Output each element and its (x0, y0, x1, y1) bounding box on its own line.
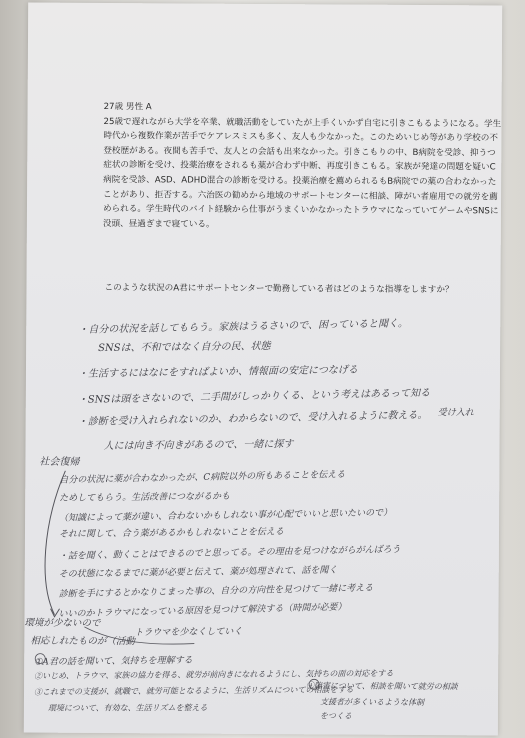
case-title: 27歳 男性 A (103, 102, 152, 113)
handwritten-note-uketire: 受け入れ (437, 408, 474, 419)
handwritten-line-4: ・SNSは頭をさないので、二手間がしっかりくる、という考えはあるって知る (77, 387, 431, 406)
handwritten-line-13: 診断を手にするとかなりこまった事の、自分の方向性を見つけて一緒に考える (58, 583, 374, 600)
handwritten-line-1: ・自分の状況を話してもらう。家族はうるさいので、困っていると聞く。 (78, 318, 408, 336)
handwritten-line-8: ためしてもらう。生活改善につながるかも (59, 491, 231, 504)
circled-number-1-icon (35, 654, 45, 664)
handwritten-line-2: SNSは、不和ではなく自分の民、状態 (98, 341, 271, 354)
handwritten-line-5: ・診断を受け入れられないのか、わからないので、受け入れるように教える。 (77, 409, 428, 428)
handwritten-line-14: いいのかトラウマになっている原因を見つけて解決する（時間が必要） (58, 602, 347, 620)
handwritten-line-10: それに関して、合う薬があるかもしれないことを伝える (58, 527, 284, 540)
worksheet-paper (24, 3, 502, 736)
handwritten-line-11: ・話を聞く、動くことはできるのでと思ってる。その理由を見つけながらがんばろう (58, 544, 401, 562)
handwritten-item-4: 環境について、有効な、生活リズムを整える (47, 703, 208, 713)
handwritten-item-6: 支援者が多くいるような体制 (319, 697, 424, 707)
handwritten-side-note-1: 環境が少ないので (24, 617, 101, 630)
pencil-curve-arrow (45, 471, 66, 615)
pencil-underline (84, 627, 194, 644)
handwritten-line-6: 人には向き不向きがあるので、一緒に探す (103, 438, 294, 453)
handwritten-item-3: ③これまでの支援が、就職で、就労可能となるように、生活リズムについての相談をする (33, 685, 354, 697)
handwritten-item-5: ④障害について、相談を聞いて就労の相談 (306, 681, 458, 692)
case-body: 25歳で遅れながら大学を卒業、就職活動をしていたが上手くいかず自宅に引きこもるようになる。学生時代から複数作業が苦手でケアレスミスも多く、友人も少なかった。このためいじめ等があり学校の不登校歴がある。夜間も苦手で、友人との会話も出来なかった。引きこもりの中、B病院を受診、抑うつ症状の診断を受け、投薬治療をされるも薬が合わず中断、再度引きこもる。家族が発達の問題を疑いC病院を受診、ASD、ADHD混合の診断を受ける。投薬治療を薦められるもB病院での薬の合わなかったことがあり、拒否する。六治医の勧めから地域のサポートセンターに相談、障がい者雇用での就労を薦められる。学生時代のバイト経験から仕事がうまくいかなかったトラウマになっていてゲームやSNSに没頭、昼過ぎまで寝ている。 (102, 116, 502, 230)
question-text: このような状況のA君にサポートセンターで勤務している者はどのような指導をしますか？ (104, 283, 454, 296)
handwritten-item-2: ②いじめ、トラウマ、家族の協力を得る、就労が前向きになれるようにし、気持ちの面の対応をする (34, 668, 394, 681)
handwritten-line-7: 自分の状況に薬が合わなかったが、C病院以外の所もあることを伝える (59, 470, 346, 486)
handwritten-line-9: （知識によって薬が違い、合わないかもしれない事が心配でいいと思いたいので） (59, 508, 393, 524)
handwritten-line-12: その状態になるまでに薬が必要と伝えて、薬が処理されて、話を聞く (58, 565, 338, 580)
handwritten-item-7: をつくる (319, 711, 352, 721)
handwritten-item-1: ①A君の話を聞いて、気持ちを理解する (34, 655, 193, 668)
pencil-marks (24, 3, 502, 736)
circled-number-4-icon (309, 679, 319, 689)
handwritten-line-3: ・生活するにはなにをすればよいか、情報面の安定につなげる (77, 364, 358, 380)
handwritten-side-note-2: 相応しれたものが（活動 (30, 635, 135, 648)
handwritten-label-shakai-fukki: 社会復帰 (39, 456, 80, 468)
handwritten-line-15: トラウマを少なくしていく (134, 626, 243, 639)
